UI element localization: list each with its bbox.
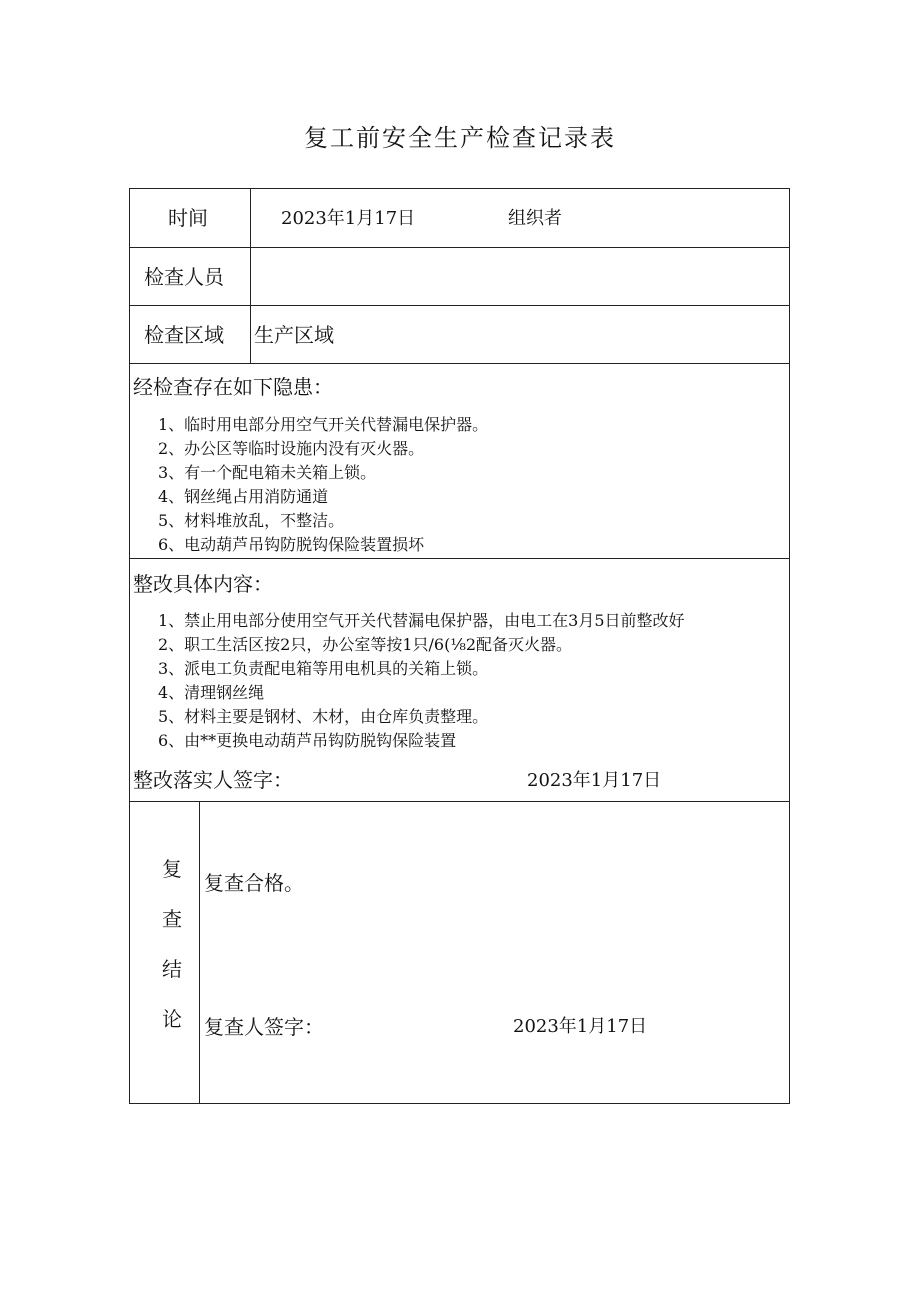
rectification-item: 3、派电工负责配电箱等用电机具的关箱上锁。 (158, 659, 489, 678)
hazard-item: 5、材料堆放乱，不整洁。 (158, 511, 345, 530)
inspectors-label: 检查人员 (144, 265, 224, 289)
rectification-signature-label: 整改落实人签字： (133, 768, 293, 792)
time-label: 时间 (168, 206, 208, 230)
rectification-item: 2、职工生活区按2只，办公室等按1只∕6(⅛2配备灭火器。 (158, 635, 573, 654)
review-label-char: 复 (162, 857, 182, 881)
row-divider (130, 363, 789, 364)
organizer-label: 组织者 (508, 208, 562, 229)
review-label-char: 结 (162, 957, 182, 981)
hazard-item: 6、电动葫芦吊钩防脱钩保险装置损坏 (158, 535, 425, 554)
column-divider (199, 801, 200, 1104)
rectification-signature-date: 2023年1月17日 (527, 770, 662, 791)
hazard-item: 1、临时用电部分用空气开关代替漏电保护器。 (158, 415, 489, 434)
review-result: 复查合格。 (204, 871, 304, 895)
page-title: 复工前安全生产检查记录表 (304, 124, 616, 152)
row-divider (130, 247, 789, 248)
row-divider (130, 801, 789, 802)
review-signature-date: 2023年1月17日 (513, 1016, 648, 1037)
review-label-char: 查 (162, 907, 182, 931)
inspection-record-table (129, 188, 790, 1104)
row-divider (130, 305, 789, 306)
rectification-item: 6、由**更换电动葫芦吊钩防脱钩保险装置 (158, 731, 457, 750)
hazards-heading: 经检查存在如下隐患： (133, 375, 333, 399)
rectification-item: 5、材料主要是钢材、木材，由仓库负责整理。 (158, 707, 489, 726)
row-divider (130, 558, 789, 559)
hazard-item: 2、办公区等临时设施内没有灭火器。 (158, 439, 425, 458)
area-label: 检查区域 (144, 323, 224, 347)
column-divider (250, 189, 251, 363)
time-value: 2023年1月17日 (281, 208, 416, 229)
hazard-item: 3、有一个配电箱未关箱上锁。 (158, 463, 377, 482)
rectification-item: 4、清理钢丝绳 (158, 683, 265, 702)
review-signature-label: 复查人签字： (204, 1015, 324, 1039)
review-label-char: 论 (162, 1007, 182, 1031)
area-value: 生产区域 (254, 323, 334, 347)
rectification-heading: 整改具体内容： (133, 572, 273, 596)
rectification-item: 1、禁止用电部分使用空气开关代替漏电保护器，由电工在3月5日前整改好 (158, 611, 685, 630)
hazard-item: 4、钢丝绳占用消防通道 (158, 487, 329, 506)
